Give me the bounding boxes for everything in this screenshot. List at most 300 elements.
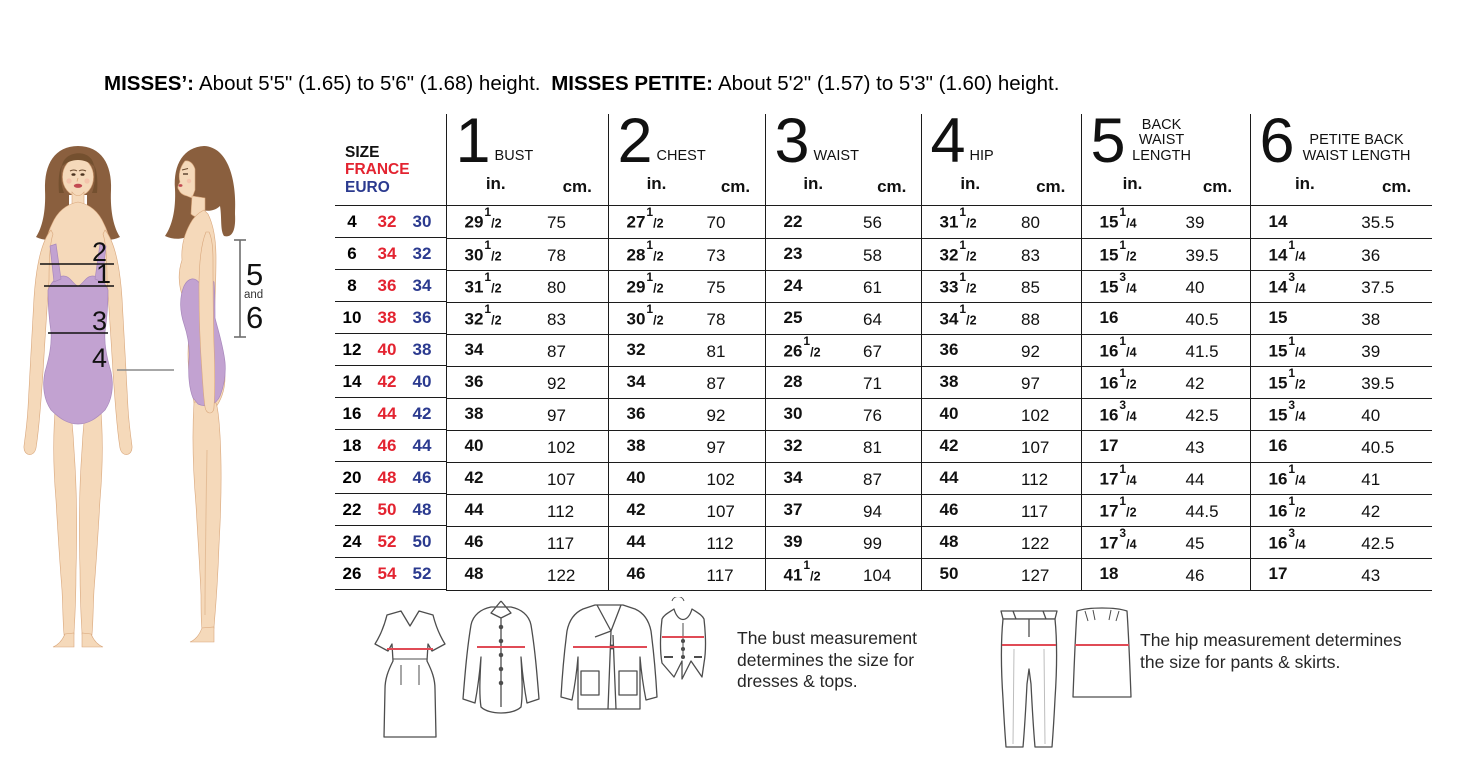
inches-value: $29^1/2$ [464,205,502,233]
size-value: 16 [342,403,362,423]
column-header-waist [765,106,921,206]
cm-value: 78 [706,309,726,329]
cm-value: 83 [1021,245,1040,265]
inches-value: 32 [626,340,646,359]
cm-value: 81 [863,437,882,457]
euro-size-value: 52 [412,563,432,583]
cm-value: 78 [547,245,566,265]
inches-value: $31^1/2$ [464,269,502,297]
inches-value: $17^1/4$ [1099,461,1137,489]
cm-value: 39 [1361,341,1381,361]
figure-label-and: and [244,289,264,301]
inches-value: $16^1/4$ [1268,461,1306,489]
inches-value: 44 [626,532,646,551]
cm-value: 41 [1361,469,1381,489]
vest-icon [661,597,706,679]
cm-value: 112 [706,533,734,553]
inches-value: $34^1/2$ [939,301,977,329]
cm-value: 88 [1021,309,1040,329]
measure-cell [446,398,608,430]
cm-value: 38 [1361,309,1381,329]
size-cell [335,526,446,558]
page-title [104,72,1059,96]
inches-value: 48 [464,564,484,583]
column-label: PETITE BACK WAIST LENGTH [1302,132,1411,164]
inches-value: 38 [626,436,646,455]
cm-value: 117 [547,533,575,553]
inches-value: 25 [783,308,803,327]
inches-value: 42 [939,436,959,455]
inches-value: 36 [626,404,646,423]
euro-size-value: 50 [412,531,432,551]
size-header-france: FRANCE [345,161,410,178]
inches-value: 46 [464,532,484,551]
inches-value: 39 [783,532,803,551]
measure-cell [1081,526,1250,558]
cm-value: 40.5 [1185,309,1219,329]
cm-value: 67 [863,341,882,361]
cm-value: 127 [1021,565,1050,585]
inches-value: $31^1/2$ [939,205,977,233]
measure-cell [1081,238,1250,270]
size-cell [335,206,446,238]
cm-value: 104 [863,565,892,585]
measure-cell [608,526,765,558]
unit-cm-label: cm. [562,177,592,196]
column-header-petite-back-waist-length [1250,106,1432,206]
size-cell [335,494,446,526]
measure-cell [446,494,608,526]
cm-value: 99 [863,533,882,553]
inches-value: 34 [626,372,646,391]
jacket-icon [561,605,657,709]
measure-cell [921,334,1081,366]
size-value: 10 [342,307,362,327]
measure-cell [446,206,608,239]
size-cell [335,558,446,590]
table-row [335,398,1432,430]
size-value: 26 [342,563,362,583]
unit-cm-label: cm. [720,177,751,196]
hip-garments [993,597,1141,755]
france-size-value: 48 [377,467,397,487]
cm-value: 97 [1021,373,1040,393]
unit-in-label: in. [960,174,981,193]
skirt-icon [1073,608,1131,697]
measure-cell [765,206,921,239]
inches-value: 30 [783,404,803,423]
inches-value: 40 [939,404,959,423]
cm-value: 107 [547,469,576,489]
figure-label-hip: 4 [92,343,108,373]
unit-cm-label: cm. [1036,177,1066,196]
measure-cell [1250,206,1432,239]
column-label: WAIST [813,147,859,164]
inches-value: $14^3/4$ [1268,269,1306,297]
cm-value: 37.5 [1361,277,1395,297]
cm-value: 75 [706,277,726,297]
france-size-value: 42 [377,371,397,391]
measure-cell [608,430,765,462]
unit-cm-label: cm. [1381,177,1412,196]
unit-in-label: in. [485,174,506,193]
measure-cell [608,494,765,526]
france-size-value: 36 [377,275,397,295]
size-cell [335,366,446,398]
size-cell [335,238,446,270]
euro-size-value: 32 [412,243,432,263]
inches-value: 17 [1268,564,1288,583]
cm-value: 92 [706,405,726,425]
hip-garments-drawing [993,597,1141,755]
cm-value: 41.5 [1185,341,1219,361]
cm-value: 97 [706,437,726,457]
size-value: 12 [342,339,362,359]
cm-value: 73 [706,245,726,265]
table-row [335,430,1432,462]
cm-value: 102 [706,469,735,489]
table-row [335,494,1432,526]
inches-value: 40 [626,468,646,487]
cm-value: 107 [706,501,735,521]
measure-cell [608,398,765,430]
bust-garments-drawing [363,597,723,755]
front-figure [24,146,132,647]
measure-cell [446,558,608,590]
column-number: 5 [1090,106,1124,176]
euro-size-value: 36 [412,307,432,327]
cm-value: 45 [1185,533,1205,553]
inches-value: $28^1/2$ [626,237,664,265]
column-header-hip [921,106,1081,206]
france-size-value: 38 [377,307,397,327]
measure-cell [1250,238,1432,270]
cm-value: 112 [547,501,575,521]
measure-cell [765,494,921,526]
measure-cell [765,558,921,590]
france-size-value: 52 [377,531,397,551]
euro-size-value: 40 [412,371,432,391]
cm-value: 112 [1021,469,1049,489]
inches-value: 16 [1268,436,1288,455]
measure-cell [1081,270,1250,302]
inches-value: 14 [1268,211,1288,231]
measure-cell [921,558,1081,590]
unit-in-label: in. [646,174,667,193]
unit-cm-label: cm. [877,177,907,196]
cm-value: 64 [863,309,882,329]
column-label: CHEST [656,147,706,164]
measure-cell [1250,334,1432,366]
france-size-value: 40 [377,339,397,359]
measure-cell [765,238,921,270]
measure-cell [921,430,1081,462]
inches-value: 42 [464,468,484,487]
cm-value: 36 [1361,245,1381,265]
unit-in-label: in. [1294,174,1315,193]
inches-value: 24 [783,276,803,295]
blouse-icon [463,601,539,713]
size-cell [335,462,446,494]
cm-value: 71 [863,373,882,393]
measure-cell [765,526,921,558]
cm-value: 117 [706,565,734,585]
measure-cell [608,270,765,302]
cm-value: 122 [1021,533,1050,553]
cm-value: 92 [547,373,566,393]
cm-value: 97 [547,405,566,425]
cm-value: 102 [1021,405,1050,425]
unit-in-label: in. [1122,174,1143,193]
measure-cell [608,206,765,239]
inches-value: $16^3/4$ [1268,525,1306,553]
inches-value: 16 [1099,308,1119,327]
inches-value: 38 [939,372,959,391]
inches-value: 37 [783,500,803,519]
measure-cell [446,366,608,398]
size-cell [335,270,446,302]
table-row [335,366,1432,398]
cm-value: 94 [863,501,882,521]
size-cell [335,398,446,430]
bust-garments [363,597,723,755]
cm-value: 87 [706,373,726,393]
euro-size-value: 46 [412,467,432,487]
inches-value: $17^1/2$ [1099,493,1137,521]
cm-value: 122 [547,565,576,585]
measure-cell [921,238,1081,270]
measure-cell [1250,526,1432,558]
inches-value: 17 [1099,436,1119,455]
column-header-back-waist-length [1081,106,1250,206]
cm-value: 92 [1021,341,1040,361]
cm-value: 80 [1021,213,1040,233]
cm-value: 46 [1185,565,1205,585]
inches-value: $26^1/2$ [783,333,821,361]
measure-cell [608,334,765,366]
cm-value: 87 [863,469,882,489]
cm-value: 107 [1021,437,1050,457]
inches-value: 32 [783,436,803,455]
table-row [335,462,1432,494]
table-row [335,206,1432,239]
euro-size-value: 48 [412,499,432,519]
measure-cell [921,206,1081,239]
measure-cell [1250,270,1432,302]
size-cell [335,302,446,334]
inches-value: $15^1/2$ [1268,365,1306,393]
figure-label-petite-back-waist: 6 [246,300,264,335]
cm-value: 80 [547,277,566,297]
misses-petite-label: MISSES PETITE: [551,72,713,95]
cm-value: 117 [1021,501,1049,521]
measure-cell [1081,558,1250,590]
hip-note: The hip measurement determines the size for pants & skirts. [1140,630,1402,672]
cm-value: 87 [547,341,566,361]
measure-cell [1081,334,1250,366]
table-row [335,558,1432,590]
cm-value: 76 [863,405,882,425]
inches-value: $16^1/4$ [1099,333,1137,361]
column-label: BUST [494,147,534,164]
inches-value: $30^1/2$ [626,301,664,329]
france-size-value: 34 [377,243,397,263]
cm-value: 44.5 [1185,501,1219,521]
inches-value: 22 [783,211,803,231]
inches-value: $17^3/4$ [1099,525,1137,553]
inches-value: $16^1/2$ [1268,493,1306,521]
cm-value: 40 [1185,277,1205,297]
euro-size-value: 38 [412,339,432,359]
table-row [335,238,1432,270]
cm-value: 40 [1361,405,1381,425]
measure-cell [608,302,765,334]
size-table-body [335,206,1432,591]
column-number: 4 [930,106,964,176]
cm-value: 39.5 [1185,245,1219,265]
france-size-value: 50 [377,499,397,519]
cm-value: 83 [547,309,566,329]
size-header-size: SIZE [345,143,380,161]
table-row [335,526,1432,558]
euro-size-value: 42 [412,403,432,423]
cm-value: 42 [1361,501,1381,521]
inches-value: 28 [783,372,803,391]
size-cell [335,430,446,462]
inches-value: 36 [939,340,959,359]
size-header [335,114,446,206]
bust-note: The bust measurement determines the size for dresses & tops. [737,628,917,691]
measure-cell [446,238,608,270]
inches-value: $15^1/4$ [1268,333,1306,361]
measure-cell [1250,366,1432,398]
inches-value: 50 [939,564,959,583]
pants-icon [1001,611,1057,747]
figure-label-bust: 1 [96,259,112,289]
cm-value: 39 [1185,213,1205,233]
measure-cell [1081,430,1250,462]
table-header-row [335,114,1432,206]
size-value: 22 [342,499,362,519]
measure-cell [1081,302,1250,334]
inches-value: $16^1/2$ [1099,365,1137,393]
table-row [335,270,1432,302]
inches-value: $32^1/2$ [464,301,502,329]
france-size-value: 44 [377,403,397,423]
measure-cell [446,462,608,494]
inches-value: 34 [783,468,803,487]
inches-value: $41^1/2$ [783,557,821,585]
column-number: 1 [455,106,489,176]
size-table [335,106,1432,591]
cm-value: 75 [547,213,566,233]
france-size-value: 54 [377,563,397,583]
france-size-value: 46 [377,435,397,455]
inches-value: 46 [626,564,646,583]
measure-cell [1250,430,1432,462]
measure-cell [921,494,1081,526]
inches-value: 34 [464,340,484,359]
measure-cell [765,398,921,430]
figure-label-back-waist: 5 [246,257,264,292]
inches-value: $33^1/2$ [939,269,977,297]
column-number: 2 [617,106,651,176]
side-figure [165,146,235,642]
size-value: 6 [347,243,357,263]
cm-value: 42.5 [1361,533,1395,553]
inches-value: 46 [939,500,959,519]
cm-value: 85 [1021,277,1040,297]
measure-cell [1250,462,1432,494]
inches-value: 36 [464,372,484,391]
cm-value: 102 [547,437,576,457]
france-size-value: 32 [377,211,397,231]
inches-value: $32^1/2$ [939,237,977,265]
size-value: 24 [342,531,362,551]
measure-cell [765,334,921,366]
measure-cell [446,334,608,366]
column-header-chest [608,106,765,206]
inches-value: $27^1/2$ [626,205,664,233]
figure-label-chest: 2 [92,237,108,267]
figure-label-waist: 3 [92,306,108,336]
size-header-euro: EURO [345,178,390,196]
measure-cell [1081,398,1250,430]
misses-petite-text: About 5'2" (1.57) to 5'3" (1.60) height. [717,72,1060,95]
measure-cell [1081,206,1250,239]
cm-value: 58 [863,245,882,265]
inches-value: $15^3/4$ [1099,269,1137,297]
measure-cell [765,462,921,494]
measure-cell [1250,494,1432,526]
inches-value: $15^3/4$ [1268,397,1306,425]
measure-cell [765,302,921,334]
misses-label: MISSES’: [104,72,194,95]
inches-value: $15^1/4$ [1099,205,1137,233]
table-row [335,302,1432,334]
inches-value: $16^3/4$ [1099,397,1137,425]
measure-cell [921,526,1081,558]
cm-value: 42.5 [1185,405,1219,425]
inches-value: 40 [464,436,484,455]
measure-cell [446,430,608,462]
cm-value: 39.5 [1361,373,1395,393]
dress-icon [375,611,445,737]
measure-cell [765,430,921,462]
measure-cell [921,302,1081,334]
measure-cell [608,238,765,270]
measure-cell [608,462,765,494]
cm-value: 35.5 [1361,213,1395,233]
inches-value: $30^1/2$ [464,237,502,265]
inches-value: 44 [939,468,959,487]
column-label: BACK WAIST LENGTH [1132,116,1191,164]
misses-text: About 5'5" (1.65) to 5'6" (1.68) height. [199,72,541,95]
euro-size-value: 30 [412,211,432,231]
inches-value: $29^1/2$ [626,269,664,297]
size-value: 18 [342,435,362,455]
euro-size-value: 34 [412,275,432,295]
measure-cell [921,366,1081,398]
size-value: 8 [347,275,357,295]
measure-cell [446,270,608,302]
cm-value: 42 [1185,373,1205,393]
measure-cell [1081,494,1250,526]
column-number: 6 [1259,106,1293,176]
measure-cell [446,526,608,558]
measure-cell [1250,302,1432,334]
cm-value: 40.5 [1361,437,1395,457]
